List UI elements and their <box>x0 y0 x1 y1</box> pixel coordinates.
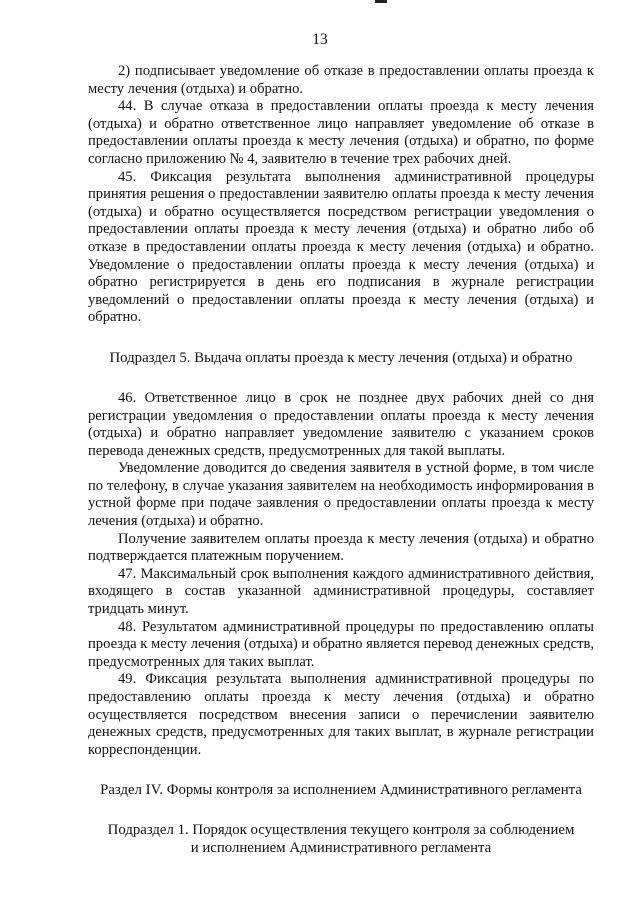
paragraph-item-2: 2) подписывает уведомление об отказе в предоставлении оплаты проезда к месту лечения (отдыха) и обратно. <box>88 63 594 97</box>
subsection-1-heading-line-1: Подраздел 1. Порядок осуществления текущего контроля за соблюдением <box>107 822 575 839</box>
paragraph-46: 46. Ответственное лицо в срок не позднее двух рабочих дней со дня регистрации уведомления о предоставлении оплаты проезда к месту лечения (отдыха) и обратно направляет уведомление заявителю с указанием сроков перевода денежных средств, предусмотренных для такой выплаты. <box>88 389 594 459</box>
paragraph-44: 44. В случае отказа в предоставлении оплаты проезда к месту лечения (отдыха) и обратно ответственное лицо направляет уведомление об отказе в предоставлении оплаты проезда к месту лечения (отдыха) и обратно, по форме согласно приложению № 4, заявителю в течение трех рабочих дней. <box>88 98 594 167</box>
paragraph-49: 49. Фиксация результата выполнения административной процедуры по предоставлению оплаты проезда к месту лечения (отдыха) и обратно осуществляется посредством внесения записи о перечислении заявителю денежных средств, предусмотренных для таких выплат, в журнале регистрации корреспонденции. <box>88 671 594 758</box>
paragraph-48: 48. Результатом административной процедуры по предоставлению оплаты проезда к месту лечения (отдыха) и обратно является перевод денежных средств, предусмотренных для таких выплат. <box>88 618 594 670</box>
scan-mark <box>375 0 387 3</box>
document-body <box>88 63 594 857</box>
subsection-1-heading-line-2: и исполнением Административного регламента <box>190 840 492 857</box>
section-4-heading: Раздел IV. Формы контроля за исполнением Административного регламента <box>100 782 582 799</box>
paragraph-47: 47. Максимальный срок выполнения каждого административного действия, входящего в состав указанной административной процедуры, составляет тридцать минут. <box>88 565 594 618</box>
paragraph-45: 45. Фиксация результата выполнения административной процедуры принятия решения о предоставлении заявителю оплаты проезда к месту лечения (отдыха) и обратно осуществляется посредством регистрации уведомления о предоставлении оплаты проезда к месту лечения (отдыха) и обратно либо об отказе в предоставлении оплаты проезда к месту лечения (отдыха) и обратно. Уведомление о предоставлении оплаты проезда к месту лечения (отдыха) и обратно регистрируется в день его подписания в журнале регистрации уведомлений о предоставлении оплаты проезда к месту лечения (отдыха) и обратно. <box>88 168 594 326</box>
paragraph-receipt: Получение заявителем оплаты проезда к месту лечения (отдыха) и обратно подтверждается платежным поручением. <box>88 530 594 565</box>
page-number: 13 <box>312 31 328 48</box>
subsection-5-heading: Подраздел 5. Выдача оплаты проезда к месту лечения (отдыха) и обратно <box>109 349 573 366</box>
subsection-1-heading <box>88 821 594 857</box>
paragraph-notice: Уведомление доводится до сведения заявителя в устной форме, в том числе по телефону, в случае указания заявителем на необходимость информирования в устной форме при подаче заявления о предоставлении оплаты проезда к месту лечения (отдыха) и обратно. <box>88 460 594 530</box>
